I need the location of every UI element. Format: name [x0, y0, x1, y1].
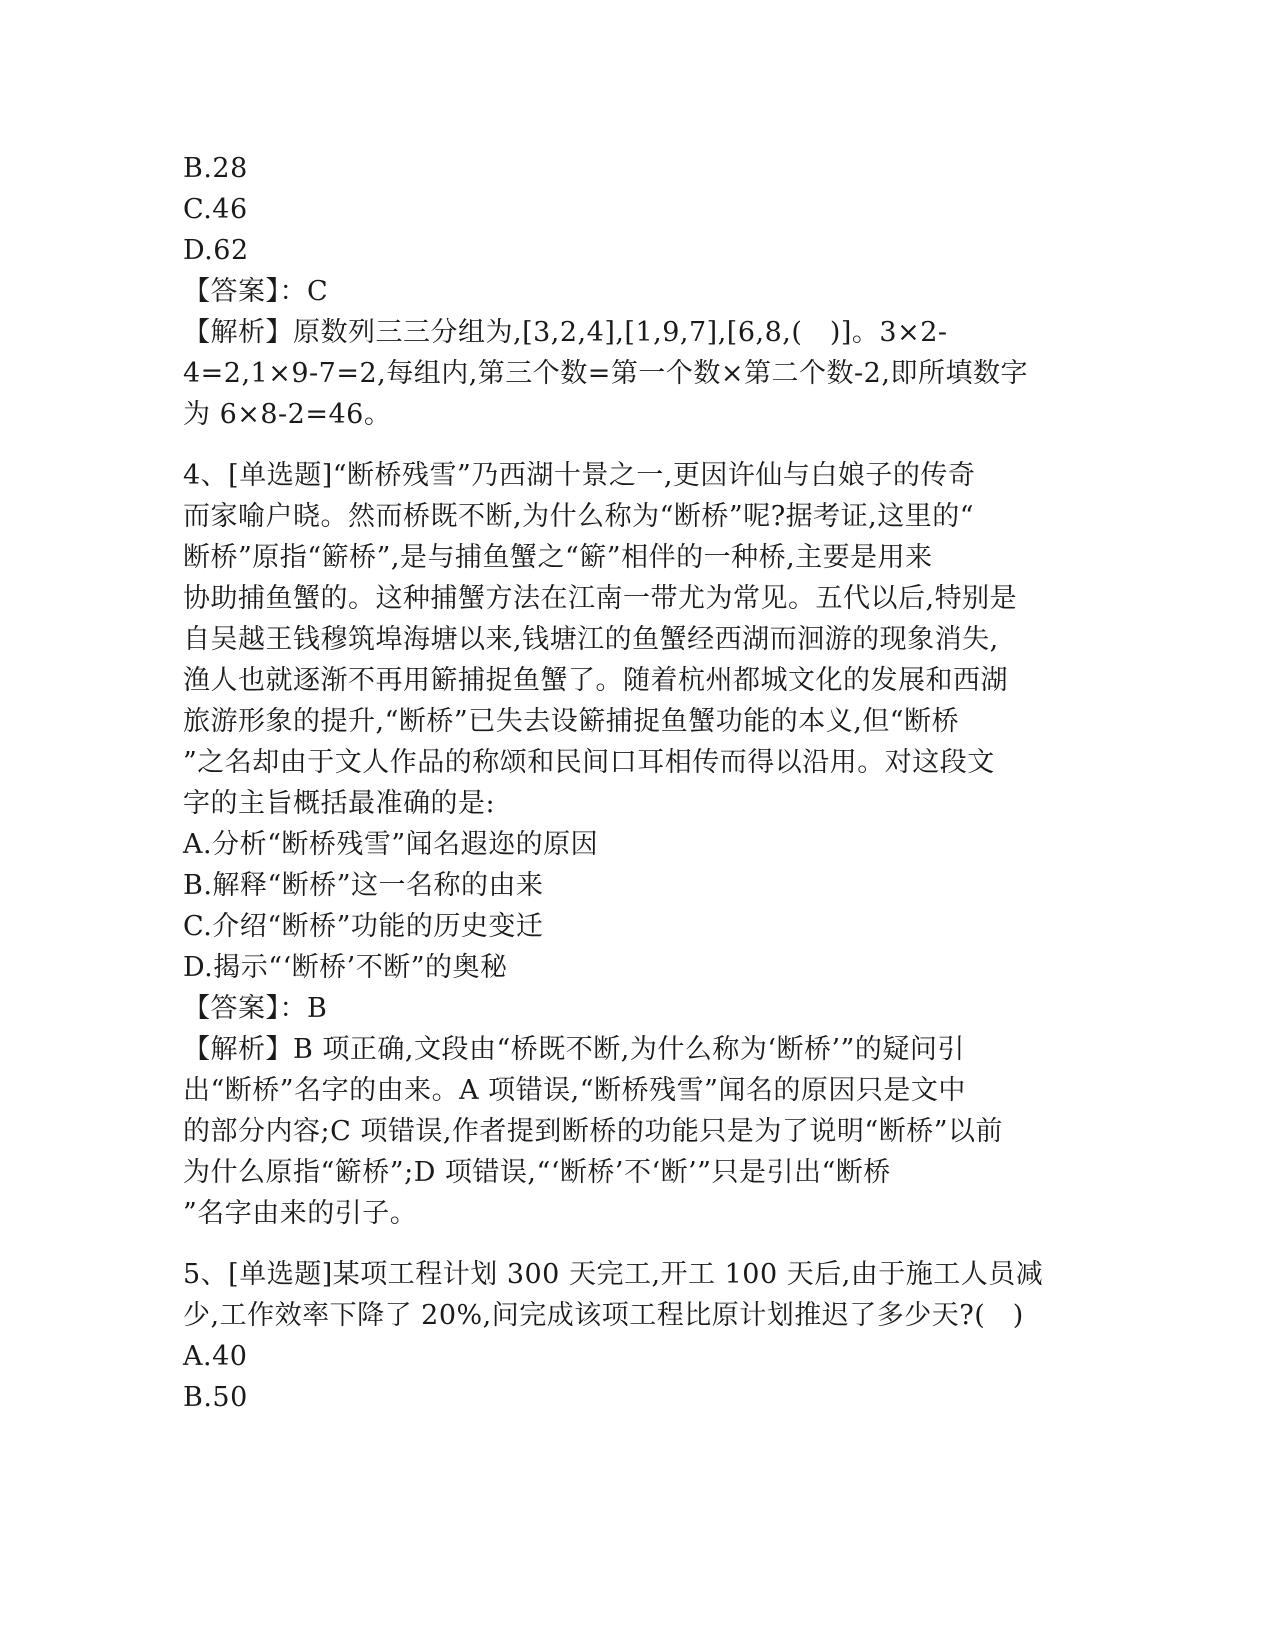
option-d: D.62: [183, 235, 249, 266]
answer-label: 【答案】：: [183, 993, 307, 1024]
option-a: A.分析“断桥残雪”闻名遐迩的原因: [183, 829, 599, 860]
stem-line: 5、[单选题]某项工程计划 300 天完工,开工 100 天后,由于施工人员减: [183, 1259, 1044, 1290]
stem-line: 渔人也就逐渐不再用簖捕捉鱼蟹了。随着杭州都城文化的发展和西湖: [183, 665, 1008, 696]
stem-line: 字的主旨概括最准确的是:: [183, 788, 496, 819]
option-b: B.50: [183, 1382, 248, 1413]
stem-line: 协助捕鱼蟹的。这种捕蟹方法在江南一带尤为常见。五代以后,特别是: [183, 583, 1018, 614]
stem-line: 旅游形象的提升,“断桥”已失去设簖捕捉鱼蟹功能的本义,但“断桥: [183, 706, 960, 737]
analysis-line: 为什么原指“簖桥”;D 项错误,“‘断桥’不‘断’”只是引出“断桥: [183, 1157, 891, 1188]
answer-line: [183, 988, 1083, 1029]
analysis-line: 出“断桥”名字的由来。A 项错误,“断桥残雪”闻名的原因只是文中: [183, 1075, 966, 1106]
option-c: C.46: [183, 194, 248, 225]
spacer: [183, 1234, 1083, 1254]
stem-line: 自吴越王钱穆筑埠海塘以来,钱塘江的鱼蟹经西湖而洄游的现象消失,: [183, 624, 999, 655]
answer-line: [183, 271, 1083, 312]
answer-value: B: [307, 993, 328, 1024]
document-page: [183, 148, 1083, 1418]
answer-value: C: [307, 276, 329, 307]
stem-line: 而家喻户晓。然而桥既不断,为什么称为“断桥”呢?据考证,这里的“: [183, 501, 975, 532]
option-a: A.40: [183, 1341, 248, 1372]
spacer: [183, 435, 1083, 455]
analysis-line: ”名字由来的引子。: [183, 1198, 418, 1229]
option-d: D.揭示“‘断桥’不断”的奥秘: [183, 952, 508, 983]
analysis-line: 【解析】B 项正确,文段由“桥既不断,为什么称为‘断桥’”的疑问引: [183, 1034, 965, 1065]
question-5: [183, 1254, 1083, 1418]
stem-line: 少,工作效率下降了 20%,问完成该项工程比原计划推迟了多少天?( ): [183, 1300, 1024, 1331]
option-c: C.介绍“断桥”功能的历史变迁: [183, 911, 544, 942]
stem-line: 断桥”原指“簖桥”,是与捕鱼蟹之“簖”相伴的一种桥,主要是用来: [183, 542, 933, 573]
option-b: B.28: [183, 153, 248, 184]
question-4: [183, 455, 1083, 1234]
stem-line: ”之名却由于文人作品的称颂和民间口耳相传而得以沿用。对这段文: [183, 747, 995, 778]
option-b: B.解释“断桥”这一名称的由来: [183, 870, 544, 901]
analysis-line: 【解析】原数列三三分组为,[3,2,4],[1,9,7],[6,8,( )]。3×2-: [183, 317, 948, 348]
stem-line: 4、[单选题]“断桥残雪”乃西湖十景之一,更因许仙与白娘子的传奇: [183, 460, 976, 491]
question-3: [183, 148, 1083, 435]
analysis-line: 为 6×8-2=46。: [183, 399, 392, 430]
answer-label: 【答案】：: [183, 276, 307, 307]
analysis-line: 的部分内容;C 项错误,作者提到断桥的功能只是为了说明“断桥”以前: [183, 1116, 1004, 1147]
analysis-line: 4=2,1×9-7=2,每组内,第三个数=第一个数×第二个数-2,即所填数字: [183, 358, 1028, 389]
